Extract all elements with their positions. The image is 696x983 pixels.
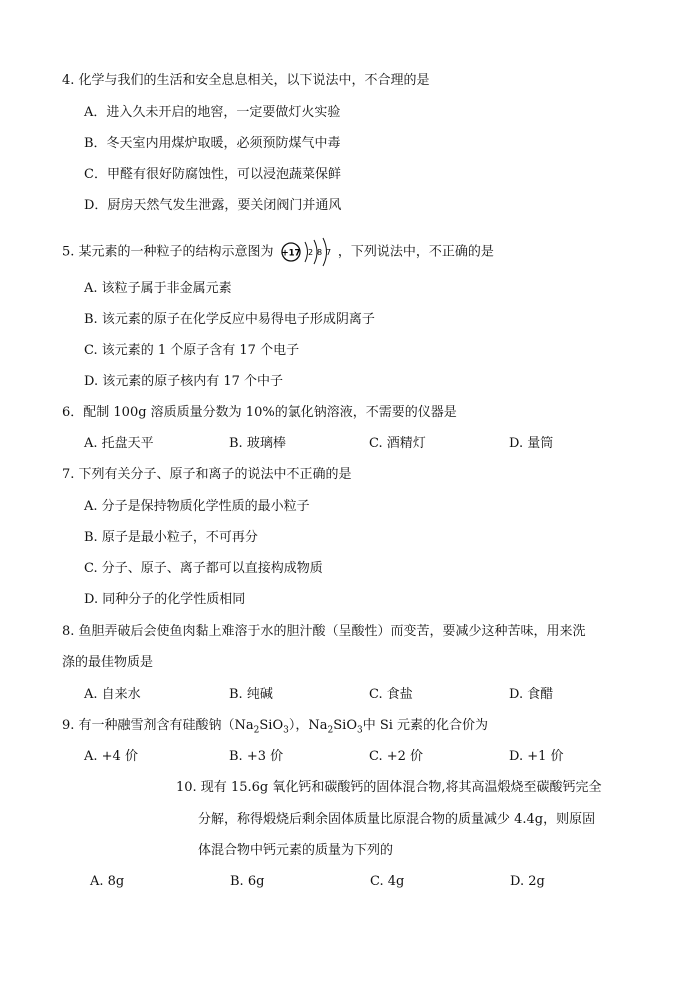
question-7-option-a: A. 分子是保持物质化学性质的最小粒子 xyxy=(84,499,310,514)
question-10-option-c: C. 4g xyxy=(370,874,405,889)
question-9-stem-part-b: SiO xyxy=(259,718,284,733)
question-8-stem-line-1: 8. 鱼胆弄破后会使鱼肉黏上难溶于水的胆汁酸（呈酸性）而变苦，要减少这种苦味，用来洗 xyxy=(62,624,586,639)
question-6-option-d: D. 量筒 xyxy=(509,436,554,451)
atom-structure-diagram xyxy=(280,237,332,267)
question-6-option-b: B. 玻璃棒 xyxy=(229,436,286,451)
question-5-stem-before: 5. 某元素的一种粒子的结构示意图为 xyxy=(62,244,274,260)
atom-shell-3-count: 7 xyxy=(325,248,331,257)
question-9-stem-part-c: ），Na xyxy=(288,718,328,733)
atom-shell-1-count: 2 xyxy=(307,248,313,257)
question-7-option-b: B. 原子是最小粒子，不可再分 xyxy=(84,530,258,545)
question-10-line-1: 10. 现有 15.6g 氧化钙和碳酸钙的固体混合物,将其高温煅烧至碳酸钙完全 xyxy=(176,780,602,795)
question-4-option-c: C．甲醛有很好防腐蚀性，可以浸泡蔬菜保鲜 xyxy=(84,167,341,182)
question-7-option-d: D. 同种分子的化学性质相同 xyxy=(84,592,246,607)
question-4-option-a: A．进入久未开启的地窖，一定要做灯火实验 xyxy=(84,105,341,120)
atom-shell-2-count: 8 xyxy=(316,248,322,257)
question-8-option-c: C. 食盐 xyxy=(369,687,413,702)
question-5-option-c: C. 该元素的 1 个原子含有 17 个电子 xyxy=(84,343,300,358)
question-9-subscript-2: 3 xyxy=(283,725,289,736)
question-10-line-3: 体混合物中钙元素的质量为下列的 xyxy=(198,843,394,858)
question-8-option-b: B. 纯碱 xyxy=(229,687,273,702)
question-9-option-d: D. +1 价 xyxy=(509,749,564,764)
question-10-option-a: A. 8g xyxy=(90,874,125,889)
question-4-stem: 4. 化学与我们的生活和安全息息相关，以下说法中，不合理的是 xyxy=(62,73,430,88)
question-5-option-a: A. 该粒子属于非金属元素 xyxy=(84,281,232,296)
question-9-subscript-3: 2 xyxy=(327,725,334,736)
question-9-subscript-4: 3 xyxy=(356,725,363,736)
question-9-stem-part-a: 9. 有一种融雪剂含有硅酸钠（Na xyxy=(62,718,254,733)
question-7-stem: 7. 下列有关分子、原子和离子的说法中不正确的是 xyxy=(62,467,352,482)
question-9-subscript-1: 2 xyxy=(253,725,260,736)
atom-nucleus-charge: +17 xyxy=(281,248,301,259)
question-6-stem: 6．配制 100g 溶质质量分数为 10%的氯化钠溶液，不需要的仪器是 xyxy=(62,405,457,420)
question-4-option-b: B．冬天室内用煤炉取暖，必须预防煤气中毒 xyxy=(84,136,341,151)
question-9-option-a: A. +4 价 xyxy=(84,749,138,764)
question-5-stem-after: ，下列说法中，不正确的是 xyxy=(337,244,494,260)
question-5-stem xyxy=(62,237,494,267)
question-6-option-a: A. 托盘天平 xyxy=(84,436,154,451)
question-5-option-b: B. 该元素的原子在化学反应中易得电子形成阴离子 xyxy=(84,312,375,327)
question-5-option-d: D. 该元素的原子核内有 17 个中子 xyxy=(84,374,284,389)
question-9-stem xyxy=(62,717,488,740)
question-10-option-b: B. 6g xyxy=(230,874,265,889)
question-4-option-d: D．厨房天然气发生泄露，要关闭阀门并通风 xyxy=(84,198,342,213)
question-9-option-c: C. +2 价 xyxy=(369,749,424,764)
question-8-stem-line-2: 涤的最佳物质是 xyxy=(62,655,154,670)
question-9-stem-part-d: SiO xyxy=(333,718,357,733)
question-8-option-d: D. 食醋 xyxy=(509,687,554,702)
question-9-option-b: B. +3 价 xyxy=(229,749,284,764)
question-10-line-2: 分解，称得煅烧后剩余固体质量比原混合物的质量减少 4.4g，则原固 xyxy=(198,812,596,827)
question-8-option-a: A. 自来水 xyxy=(84,687,141,702)
question-10-option-d: D. 2g xyxy=(510,874,545,889)
question-9-stem-part-e: 中 Si 元素的化合价为 xyxy=(362,718,489,733)
question-7-option-c: C. 分子、原子、离子都可以直接构成物质 xyxy=(84,561,323,576)
question-6-option-c: C. 酒精灯 xyxy=(369,436,426,451)
